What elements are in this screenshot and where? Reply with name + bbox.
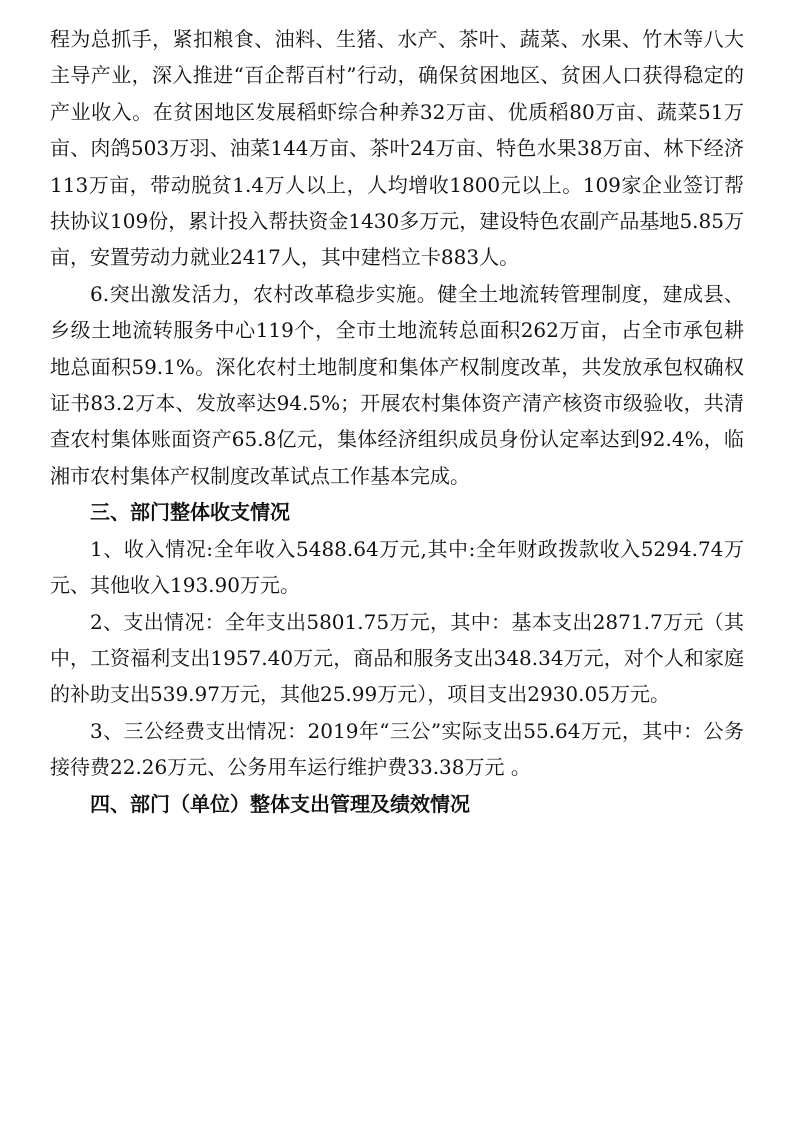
paragraph-industry-poverty-relief: 程为总抓手，紧扣粮食、油料、生猪、水产、茶叶、蔬菜、水果、竹木等八大主导产业，深入推进“百企帮百村”行动，确保贫困地区、贫困人口获得稳定的产业收入。在贫困地区发展稻虾综合种养32万亩、优质稻80万亩、蔬菜51万亩、肉鸽503万羽、油菜144万亩、茶叶24万亩、特色水果38万亩、林下经济113万亩，带动脱贫1.4万人以上，人均增收1800元以上。109家企业签订帮扶协议109份，累计投入帮扶资金1430多万元，建设特色农副产品基地5.85万亩，安置劳动力就业2417人，其中建档立卡883人。 [50,27,744,270]
document-body [50,21,744,822]
paragraph-rural-reform: 6.突出激发活力，农村改革稳步实施。健全土地流转管理制度，建成县、乡级土地流转服务中心119个，全市土地流转总面积262万亩，占全市承包耕地总面积59.1%。深化农村土地制度和集体产权制度改革，共发放承包权确权证书83.2万本、发放率达94.5%；开展农村集体资产清产核资市级验收，共清查农村集体账面资产65.8亿元，集体经济组织成员身份认定率达到92.4%，临湘市农村集体产权制度改革试点工作基本完成。 [50,281,744,488]
paragraph-three-public-expenses: 3、三公经费支出情况：2019年“三公”实际支出55.64万元，其中：公务接待费22.26万元、公务用车运行维护费33.38万元 。 [50,718,744,780]
heading-expenditure-management-performance: 四、部门（单位）整体支出管理及绩效情况 [90,791,470,816]
paragraph-expenditure: 2、支出情况：全年支出5801.75万元，其中：基本支出2871.7万元（其中，工资福利支出1957.40万元，商品和服务支出348.34万元，对个人和家庭的补助支出539.97万元，其他25.99万元），项目支出2930.05万元。 [50,609,744,707]
heading-overall-income-expenditure: 三、部门整体收支情况 [90,500,290,525]
paragraph-income: 1、收入情况:全年收入5488.64万元,其中:全年财政拨款收入5294.74万元、其他收入193.90万元。 [50,536,744,598]
